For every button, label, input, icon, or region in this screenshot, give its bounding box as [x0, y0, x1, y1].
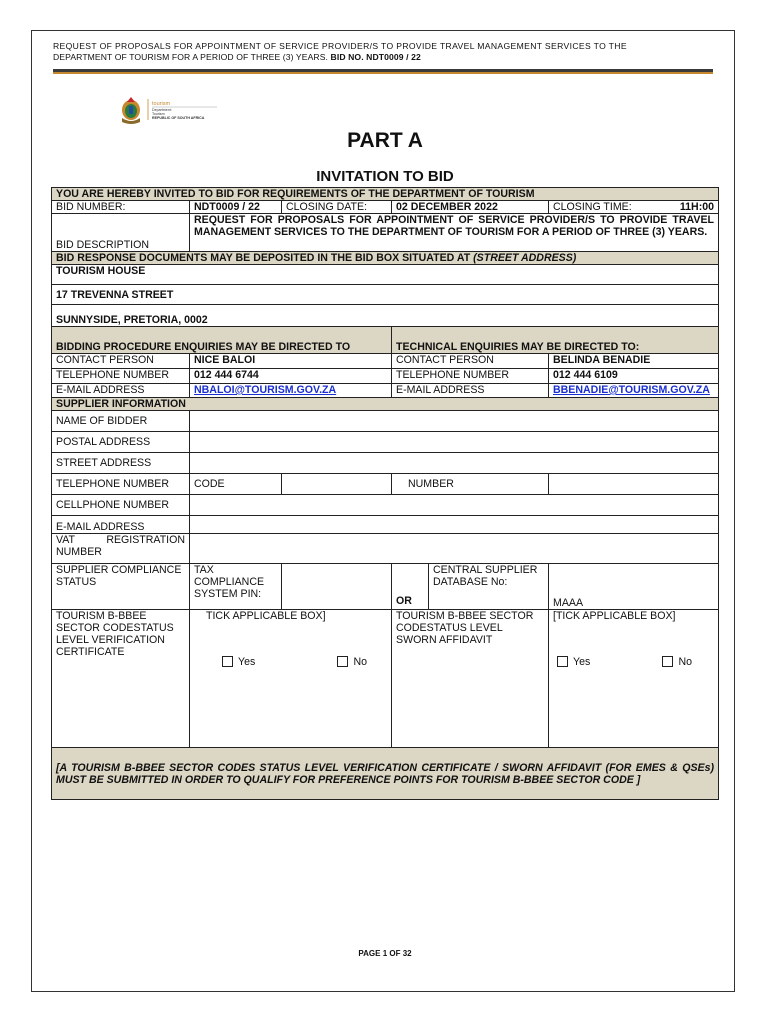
bidding-email-label: E-MAIL ADDRESS	[52, 384, 190, 398]
bidding-email-cell	[190, 384, 392, 398]
supplier-compliance-status-label: SUPPLIER COMPLIANCE STATUS	[52, 564, 190, 610]
deposit-line-address-hint: (STREET ADDRESS)	[473, 252, 577, 264]
bbbee-certificate-options	[194, 656, 387, 668]
certificate-yes-checkbox[interactable]	[222, 656, 233, 667]
bidding-telephone-value: 012 444 6744	[190, 369, 392, 384]
technical-enquiries-heading: TECHNICAL ENQUIRIES MAY BE DIRECTED TO:	[392, 327, 719, 354]
telephone-code-label: CODE	[190, 474, 282, 495]
tax-compliance-pin-label: TAX COMPLIANCE SYSTEM PIN:	[190, 564, 282, 610]
coat-of-arms-icon	[117, 96, 232, 126]
closing-date-label: CLOSING DATE:	[282, 201, 392, 214]
bbbee-certificate-tick-cell	[190, 610, 392, 748]
affidavit-yes-checkbox[interactable]	[557, 656, 568, 667]
postal-address-field[interactable]	[190, 432, 719, 453]
telephone-number-label: TELEPHONE NUMBER	[52, 474, 190, 495]
bbbee-submission-note: [A TOURISM B-BBEE SECTOR CODES STATUS LEVEL VERIFICATION CERTIFICATE / SWORN AFFIDAVIT (FOR EMES & QSEs) MUST BE SUBMITTED IN ORDER TO QUALIFY FOR PREFERENCE POINTS FOR TOURISM B-BBEE SECTOR CODE ]	[52, 748, 719, 800]
certificate-yes-label: Yes	[238, 656, 256, 668]
part-title: PART A	[347, 129, 423, 152]
bidding-contact-person-label: CONTACT PERSON	[52, 354, 190, 369]
page-number: PAGE 1 OF 32	[358, 949, 412, 958]
technical-contact-person-label: CONTACT PERSON	[392, 354, 549, 369]
affidavit-no-label: No	[678, 656, 693, 668]
street-address-field[interactable]	[190, 453, 719, 474]
bid-number-label: BID NUMBER:	[52, 201, 190, 214]
header-bid-no: BID NO. NDT0009 / 22	[330, 52, 421, 62]
invitation-title: INVITATION TO BID	[316, 168, 454, 185]
logo-country: REPUBLIC OF SOUTH AFRICA	[152, 116, 205, 120]
cellphone-number-field[interactable]	[190, 495, 719, 516]
bbbee-certificate-label: TOURISM B-BBEE SECTOR CODESTATUS LEVEL VERIFICATION CERTIFICATE	[52, 610, 190, 748]
technical-contact-person-value: BELINDA BENADIE	[549, 354, 719, 369]
bidding-enquiries-heading: BIDDING PROCEDURE ENQUIRIES MAY BE DIRECTED TO	[52, 327, 392, 354]
address-line-2: 17 TREVENNA STREET	[52, 285, 719, 305]
technical-telephone-label: TELEPHONE NUMBER	[392, 369, 549, 384]
affidavit-no-option[interactable]	[662, 656, 692, 668]
logo-dept-name: Tourism	[152, 112, 165, 116]
bid-number-value: NDT0009 / 22	[190, 201, 282, 214]
bidding-email-link[interactable]: NBALOI@TOURISM.GOV.ZA	[194, 384, 337, 396]
name-of-bidder-label: NAME OF BIDDER	[52, 411, 190, 432]
bidding-contact-person-value: NICE BALOI	[190, 354, 392, 369]
telephone-number-sub-label: NUMBER	[392, 474, 549, 495]
logo-dept: Department:	[152, 108, 172, 112]
header-line-2-text: DEPARTMENT OF TOURISM FOR A PERIOD OF THREE (3) YEARS.	[53, 52, 331, 62]
header-line-1: REQUEST OF PROPOSALS FOR APPOINTMENT OF SERVICE PROVIDER/S TO PROVIDE TRAVEL MANAGEMENT SERVICES TO THE	[53, 41, 627, 51]
telephone-code-field[interactable]	[282, 474, 392, 495]
vat-registration-label: VAT REGISTRATION NUMBER	[52, 534, 190, 564]
header-line-2	[53, 52, 713, 63]
supplier-information-heading: SUPPLIER INFORMATION	[52, 398, 719, 411]
closing-time-value: 11H:00	[679, 201, 715, 213]
document-header	[53, 41, 713, 63]
closing-time-cell	[549, 201, 719, 214]
email-address-field[interactable]	[190, 516, 719, 534]
bbbee-affidavit-label: TOURISM B-BBEE SECTOR CODESTATUS LEVEL SWORN AFFIDAVIT	[392, 610, 549, 748]
bid-description-value: REQUEST FOR PROPOSALS FOR APPOINTMENT OF SERVICE PROVIDER/S TO PROVIDE TRAVEL MANAGEMENT SERVICES TO THE DEPARTMENT OF TOURISM FOR A PERIOD OF THREE (3) YEARS.	[190, 214, 719, 252]
invited-line: YOU ARE HEREBY INVITED TO BID FOR REQUIREMENTS OF THE DEPARTMENT OF TOURISM	[52, 188, 719, 201]
postal-address-label: POSTAL ADDRESS	[52, 432, 190, 453]
csd-number-field[interactable]: MAAA	[549, 564, 719, 610]
bidding-telephone-label: TELEPHONE NUMBER	[52, 369, 190, 384]
affidavit-no-checkbox[interactable]	[662, 656, 673, 667]
logo-brand: tourism	[152, 101, 171, 107]
deposit-line-text: BID RESPONSE DOCUMENTS MAY BE DEPOSITED IN THE BID BOX SITUATED AT	[56, 252, 474, 264]
tick-applicable-box-right: [TICK APPLICABLE BOX]	[553, 610, 676, 622]
technical-telephone-value: 012 444 6109	[549, 369, 719, 384]
bbbee-affidavit-tick-cell	[549, 610, 719, 748]
certificate-no-option[interactable]	[337, 656, 367, 668]
certificate-yes-option[interactable]	[222, 656, 255, 668]
bid-description-label: BID DESCRIPTION	[52, 214, 190, 252]
vat-registration-field[interactable]	[190, 534, 719, 564]
affidavit-yes-option[interactable]	[557, 656, 590, 668]
closing-date-value: 02 DECEMBER 2022	[392, 201, 549, 214]
email-address-label: E-MAIL ADDRESS	[52, 516, 190, 534]
bbbee-affidavit-options	[553, 656, 714, 668]
deposit-line	[52, 252, 719, 265]
cellphone-number-label: CELLPHONE NUMBER	[52, 495, 190, 516]
address-line-1: TOURISM HOUSE	[52, 265, 719, 285]
tax-compliance-pin-field[interactable]	[282, 564, 392, 610]
technical-email-cell	[549, 384, 719, 398]
affidavit-yes-label: Yes	[573, 656, 591, 668]
or-label: OR	[392, 564, 429, 610]
certificate-no-checkbox[interactable]	[337, 656, 348, 667]
tick-applicable-box-left: TICK APPLICABLE BOX]	[206, 610, 326, 622]
header-rule-accent	[53, 72, 713, 74]
telephone-number-field[interactable]	[549, 474, 719, 495]
name-of-bidder-field[interactable]	[190, 411, 719, 432]
technical-email-link[interactable]: BBENADIE@TOURISM.GOV.ZA	[553, 384, 710, 396]
address-line-3: SUNNYSIDE, PRETORIA, 0002	[52, 305, 719, 327]
invitation-to-bid-form	[51, 187, 719, 800]
certificate-no-label: No	[353, 656, 367, 668]
street-address-label: STREET ADDRESS	[52, 453, 190, 474]
closing-time-label: CLOSING TIME:	[553, 201, 632, 213]
technical-email-label: E-MAIL ADDRESS	[392, 384, 549, 398]
csd-number-label: CENTRAL SUPPLIER DATABASE No:	[429, 564, 549, 610]
department-logo	[117, 96, 232, 126]
